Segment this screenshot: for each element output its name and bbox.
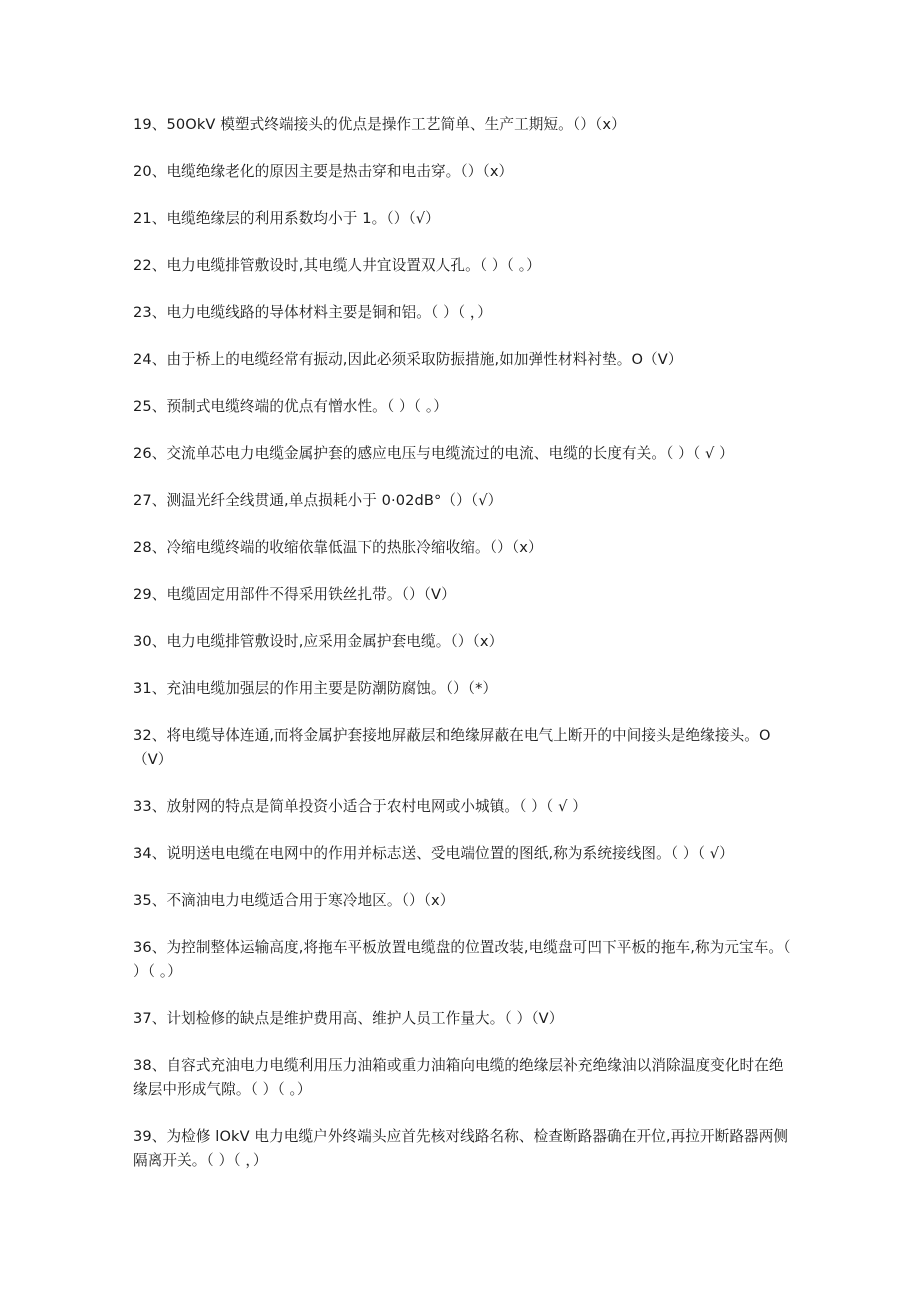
question-item: 30、电力电缆排管敷设时,应采用金属护套电缆。（）（x） — [133, 633, 504, 650]
question-item: 22、电力电缆排管敷设时,其电缆人井宜设置双人孔。（ ）（ 。） — [133, 257, 541, 274]
question-item: 35、不滴油电力电缆适合用于寒冷地区。（）（x） — [133, 892, 455, 909]
question-item: 39、为检修 lOkV 电力电缆户外终端头应首先核对线路名称、检查断路器确在开位,再拉开断路器两侧隔离开关。（ ）（ ，） — [133, 1128, 789, 1169]
question-item: 23、电力电缆线路的导体材料主要是铜和铝。（ ）（ ，） — [133, 304, 492, 321]
question-item: 29、电缆固定用部件不得采用铁丝扎带。（）（V） — [133, 586, 456, 603]
question-item: 38、自容式充油电力电缆利用压力油箱或重力油箱向电缆的绝缘层补充绝缘油以消除温度变化时在绝缘层中形成气隙。（ ）（ 。） — [133, 1057, 784, 1098]
question-item: 34、说明送电电缆在电网中的作用并标志送、受电端位置的图纸,称为系统接线图。（ ）（ √） — [133, 845, 734, 862]
question-item: 25、预制式电缆终端的优点有憎水性。（ ）（ 。） — [133, 398, 448, 415]
question-list — [133, 113, 796, 1196]
question-item: 37、计划检修的缺点是维护费用高、维护人员工作量大。（ ）（V） — [133, 1010, 564, 1027]
question-item: 24、由于桥上的电缆经常有振动,因此必须采取防振措施,如加弹性材料衬垫。O（V） — [133, 351, 683, 368]
question-item: 20、电缆绝缘老化的原因主要是热击穿和电击穿。（）（x） — [133, 163, 514, 180]
question-item: 28、冷缩电缆终端的收缩依靠低温下的热胀冷缩收缩。（）（x） — [133, 539, 543, 556]
question-item: 32、将电缆导体连通,而将金属护套接地屏蔽层和绝缘屏蔽在电气上断开的中间接头是绝缘接头。O（V） — [133, 727, 771, 768]
question-item: 36、为控制整体运输高度,将拖车平板放置电缆盘的位置改装,电缆盘可凹下平板的拖车,称为元宝车。（ ）（ 。） — [133, 939, 796, 980]
question-item: 31、充油电缆加强层的作用主要是防潮防腐蚀。（）（*） — [133, 680, 498, 697]
question-item: 26、交流单芯电力电缆金属护套的感应电压与电缆流过的电流、电缆的长度有关。（ ）（ √ ） — [133, 445, 734, 462]
question-item: 19、50OkV 模塑式终端接头的优点是操作工艺简单、生产工期短。（）（x） — [133, 116, 626, 133]
question-item: 27、测温光纤全线贯通,单点损耗小于 0·02dB°（）（√） — [133, 492, 503, 509]
question-item: 21、电缆绝缘层的利用系数均小于 1。（）（√） — [133, 210, 440, 227]
question-item: 33、放射网的特点是简单投资小适合于农村电网或小城镇。（ ）（ √ ） — [133, 798, 587, 815]
